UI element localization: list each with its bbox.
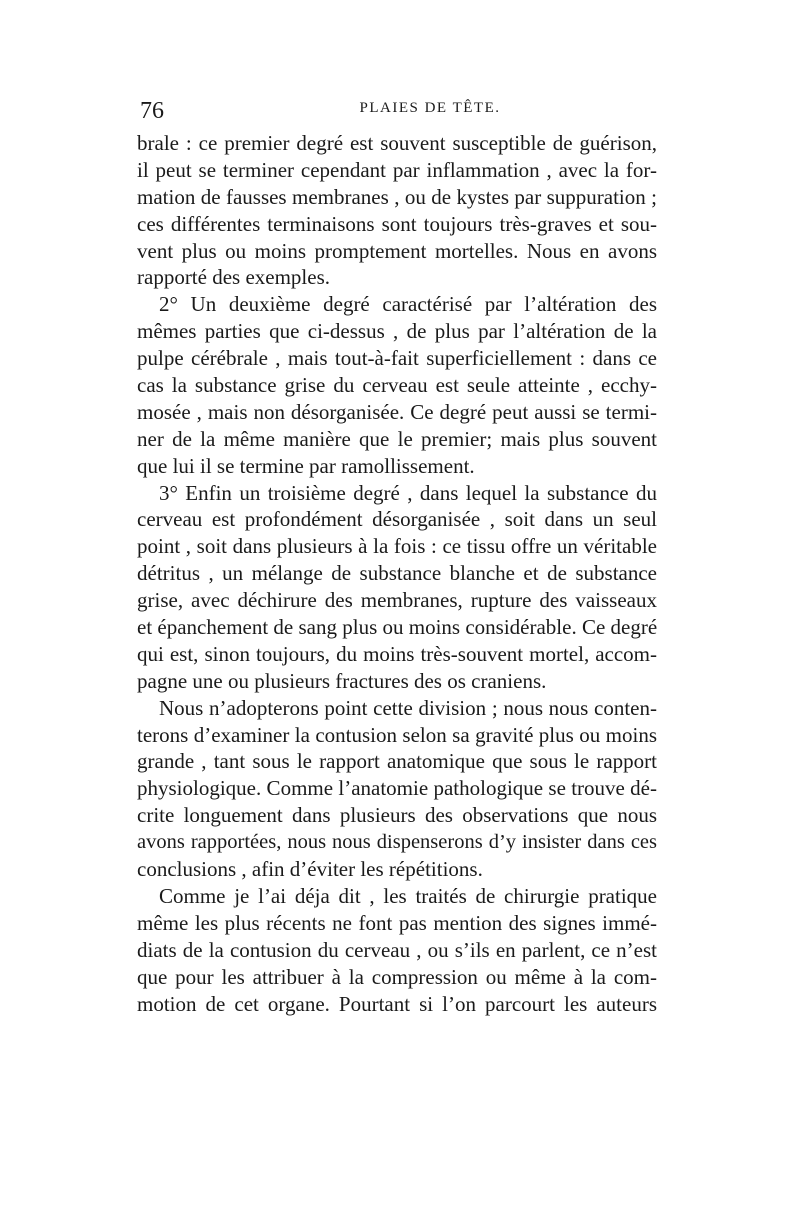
text-line: avons rapportées, nous nous dispenserons d’y insister dans ces xyxy=(137,831,657,854)
text-line: qui est, sinon toujours, du moins très-souvent mortel, accom- xyxy=(137,641,657,666)
text-line: motion de cet organe. Pourtant si l’on parcourt les auteurs xyxy=(137,991,657,1016)
text-line: détritus , un mélange de substance blanche et de substance xyxy=(137,561,657,586)
text-line: ner de la même manière que le premier; mais plus souvent xyxy=(137,426,657,451)
body-text xyxy=(137,130,657,1017)
text-line: Nous n’adopterons point cette division ; nous nous conten- xyxy=(159,695,657,720)
text-line: 2° Un deuxième degré caractérisé par l’altération des xyxy=(159,292,657,317)
page-number: 76 xyxy=(140,98,164,124)
text-line: 3° Enfin un troisième degré , dans lequel la substance du xyxy=(159,480,657,505)
text-line: vent plus ou moins promptement mortelles. Nous en avons xyxy=(137,238,657,263)
text-line: ces différentes terminaisons sont toujours très-graves et sou- xyxy=(137,211,657,236)
text-line: terons d’examiner la contusion selon sa gravité plus ou moins xyxy=(137,722,657,747)
text-line: crite longuement dans plusieurs des observations que nous xyxy=(137,803,657,828)
text-line: pulpe cérébrale , mais tout-à-fait superficiellement : dans ce xyxy=(137,346,657,371)
text-line: brale : ce premier degré est souvent susceptible de guérison, xyxy=(137,131,657,155)
text-line: mêmes parties que ci-dessus , de plus par l’altération de la xyxy=(137,319,657,344)
text-line: même les plus récents ne font pas mention des signes immé- xyxy=(137,910,657,935)
text-line: point , soit dans plusieurs à la fois : ce tissu offre un véritable xyxy=(137,534,657,559)
text-line: diats de la contusion du cerveau , ou s’ils en parlent, ce n’est xyxy=(137,937,657,962)
text-line: cas la substance grise du cerveau est seule atteinte , ecchy- xyxy=(137,373,657,398)
page-header xyxy=(140,96,660,126)
text-line: mosée , mais non désorganisée. Ce degré peut aussi se termi- xyxy=(137,399,657,424)
text-line: que lui il se termine par ramollissement. xyxy=(137,453,475,478)
text-line: et épanchement de sang plus ou moins considérable. Ce degré xyxy=(137,615,658,640)
text-line: grise, avec déchirure des membranes, rupture des vaisseaux xyxy=(137,588,657,613)
text-line: grande , tant sous le rapport anatomique que sous le rapport xyxy=(137,749,657,774)
running-head: PLAIES DE TÊTE. xyxy=(359,100,501,116)
text-line: Comme je l’ai déja dit , les traités de chirurgie pratique xyxy=(159,883,657,908)
text-line: physiologique. Comme l’anatomie pathologique se trouve dé- xyxy=(137,776,657,801)
text-line: pagne une ou plusieurs fractures des os craniens. xyxy=(137,668,547,693)
text-line: que pour les attribuer à la compression ou même à la com- xyxy=(137,964,657,989)
text-line: cerveau est profondément désorganisée , soit dans un seul xyxy=(137,507,657,532)
text-line: il peut se terminer cependant par inflammation , avec la for- xyxy=(137,157,657,182)
text-line: conclusions , afin d’éviter les répétitions. xyxy=(137,857,483,882)
text-line: rapporté des exemples. xyxy=(137,265,331,290)
text-line: mation de fausses membranes , ou de kystes par suppuration ; xyxy=(137,184,657,209)
